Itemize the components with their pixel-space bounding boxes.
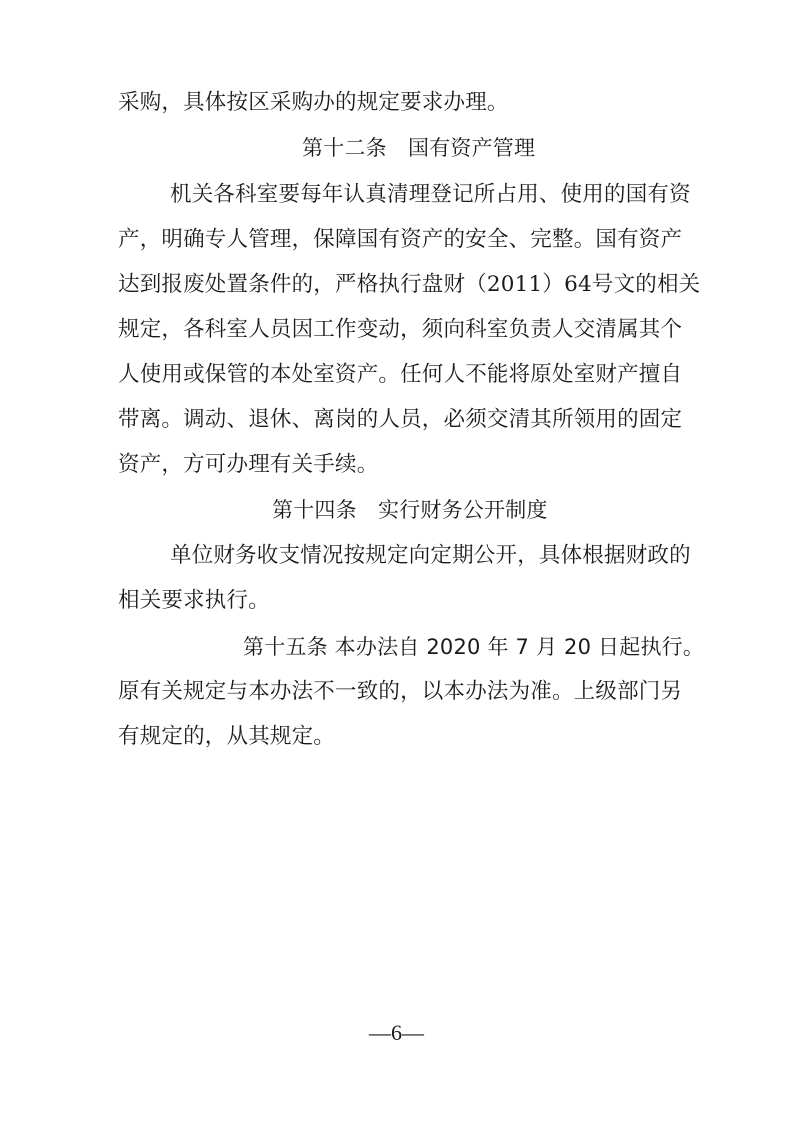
article-12-line-6: 带离。调动、退休、离岗的人员，必须交清其所领用的固定 xyxy=(118,407,683,432)
article-15-line-2: 有规定的，从其规定。 xyxy=(118,724,336,749)
article-14-line-1: 单位财务收支情况按规定向定期公开，具体根据财政的 xyxy=(170,543,691,568)
article-12-line-5: 人使用或保管的本处室资产。任何人不能将原处室财产擅自 xyxy=(118,362,683,387)
article-12-line-2: 产，明确专人管理，保障国有资产的安全、完整。国有资产 xyxy=(118,227,683,252)
article-12-line-4: 规定，各科室人员因工作变动，须向科室负责人交清属其个 xyxy=(118,317,683,342)
article-12-line-1: 机关各科室要每年认真清理登记所占用、使用的国有资 xyxy=(170,182,691,207)
article-14-line-2: 相关要求执行。 xyxy=(118,588,270,613)
article-15-line-1: 原有关规定与本办法不一致的，以本办法为准。上级部门另 xyxy=(118,679,683,704)
article-12-line-7: 资产，方可办理有关手续。 xyxy=(118,452,379,477)
page-number: —6— xyxy=(369,1020,424,1045)
article-15-heading: 第十五条 本办法自 2020 年 7 月 20 日起执行。 xyxy=(243,635,705,659)
article-12-line-3: 达到报废处置条件的，严格执行盘财（2011）64号文的相关 xyxy=(118,272,701,297)
article-12-heading: 第十二条 国有资产管理 xyxy=(302,136,536,160)
article-14-heading: 第十四条 实行财务公开制度 xyxy=(272,498,548,522)
paragraph-line-procurement-end: 采购，具体按区采购办的规定要求办理。 xyxy=(118,90,509,115)
